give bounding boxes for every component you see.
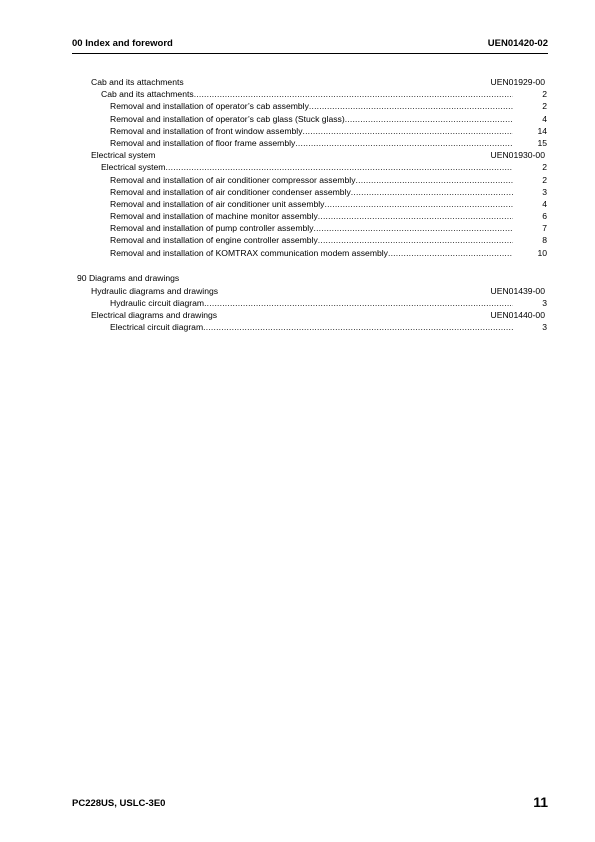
- footer-page-number: 11: [533, 794, 548, 810]
- toc-entry[interactable]: [72, 222, 548, 234]
- toc-page-number: 6: [542, 211, 547, 222]
- dot-leader: [318, 210, 513, 222]
- toc-page-number: 3: [542, 298, 547, 308]
- toc-entry-title: Removal and installation of machine monitor assembly: [110, 211, 318, 222]
- toc-page-number: 7: [542, 223, 547, 234]
- dot-leader: [309, 100, 513, 112]
- toc-section-cab[interactable]: [72, 76, 548, 88]
- toc-section-title: Cab and its attachments: [91, 77, 184, 87]
- toc-entry-title: Removal and installation of air conditioner condenser assembly: [110, 186, 351, 197]
- dot-leader: [165, 161, 513, 173]
- toc-entry-title: Cab and its attachments: [101, 89, 194, 100]
- dot-leader: [324, 198, 513, 210]
- toc-page-number: 10: [537, 247, 547, 258]
- header-chapter-title: 00 Index and foreword: [72, 38, 173, 49]
- toc-group-cab[interactable]: [72, 88, 548, 100]
- toc-entry-title: Electrical circuit diagram: [110, 322, 204, 333]
- toc-entry-title: Removal and installation of operator’s cab assembly: [110, 101, 309, 112]
- toc-page-number: 2: [542, 89, 547, 100]
- footer-model-name: PC228US, USLC-3E0: [72, 798, 166, 809]
- toc-page-number: 15: [537, 137, 547, 148]
- toc-section-code: UEN01930-00: [490, 150, 545, 161]
- toc-entry-title: Removal and installation of front window assembly: [110, 125, 303, 136]
- header-document-code: UEN01420-02: [487, 38, 548, 49]
- toc-chapter-90[interactable]: [72, 272, 548, 285]
- toc-entry[interactable]: [72, 137, 548, 149]
- toc-page-number: 2: [542, 174, 547, 185]
- page-header: [72, 38, 548, 52]
- page-footer: [72, 796, 548, 814]
- toc-entry[interactable]: [72, 198, 548, 210]
- table-of-contents: [72, 76, 548, 334]
- dot-leader: [314, 222, 514, 234]
- dot-leader: [295, 137, 513, 149]
- toc-entry-title: Removal and installation of operator’s cab glass (Stuck glass): [110, 113, 345, 124]
- toc-section-hydraulic-diagrams[interactable]: [72, 285, 548, 297]
- toc-entry-title: Removal and installation of air conditioner unit assembly: [110, 198, 325, 209]
- toc-entry[interactable]: [72, 210, 548, 222]
- toc-entry-title: Hydraulic circuit diagram: [110, 298, 205, 308]
- toc-entry-title: Removal and installation of pump controller assembly: [110, 223, 314, 234]
- toc-section-code: UEN01929-00: [490, 77, 545, 87]
- dot-leader: [194, 88, 513, 100]
- dot-leader: [203, 321, 513, 333]
- toc-entry-title: Electrical system: [101, 162, 166, 173]
- toc-page-number: 2: [542, 101, 547, 112]
- header-rule: [72, 53, 548, 54]
- toc-entry-title: Removal and installation of engine controller assembly: [110, 235, 318, 246]
- toc-page-number: 3: [542, 322, 547, 333]
- toc-section-electrical[interactable]: [72, 149, 548, 161]
- dot-leader: [345, 113, 513, 125]
- toc-entry[interactable]: [72, 234, 548, 246]
- toc-entry[interactable]: [72, 247, 548, 259]
- dot-leader: [388, 247, 513, 259]
- toc-section-electrical-diagrams[interactable]: [72, 309, 548, 321]
- toc-entry[interactable]: [72, 100, 548, 112]
- toc-page-number: 4: [542, 113, 547, 124]
- toc-entry-title: Removal and installation of floor frame assembly: [110, 137, 296, 148]
- dot-leader: [356, 174, 513, 186]
- dot-leader: [204, 297, 513, 309]
- toc-entry-title: Removal and installation of air conditioner compressor assembly: [110, 174, 356, 185]
- toc-entry[interactable]: [72, 297, 548, 309]
- toc-section-code: UEN01439-00: [490, 285, 545, 296]
- toc-entry[interactable]: [72, 125, 548, 137]
- toc-entry[interactable]: [72, 321, 548, 333]
- toc-page-number: 8: [542, 235, 547, 246]
- dot-leader: [303, 125, 514, 137]
- dot-leader: [318, 234, 513, 246]
- toc-page-number: 14: [537, 125, 547, 136]
- toc-chapter-title: 90 Diagrams and drawings: [77, 272, 180, 283]
- toc-section-title: Electrical diagrams and drawings: [91, 310, 218, 321]
- toc-entry[interactable]: [72, 113, 548, 125]
- toc-section-title: Electrical system: [91, 150, 156, 161]
- toc-page-number: 4: [542, 198, 547, 209]
- toc-entry[interactable]: [72, 186, 548, 198]
- toc-entry-title: Removal and installation of KOMTRAX communication modem assembly: [110, 247, 388, 258]
- toc-page-number: 2: [542, 162, 547, 173]
- toc-section-code: UEN01440-00: [490, 310, 545, 321]
- toc-page-number: 3: [542, 186, 547, 197]
- toc-entry[interactable]: [72, 174, 548, 186]
- toc-group-electrical[interactable]: [72, 161, 548, 173]
- toc-section-title: Hydraulic diagrams and drawings: [91, 285, 219, 296]
- dot-leader: [351, 186, 513, 198]
